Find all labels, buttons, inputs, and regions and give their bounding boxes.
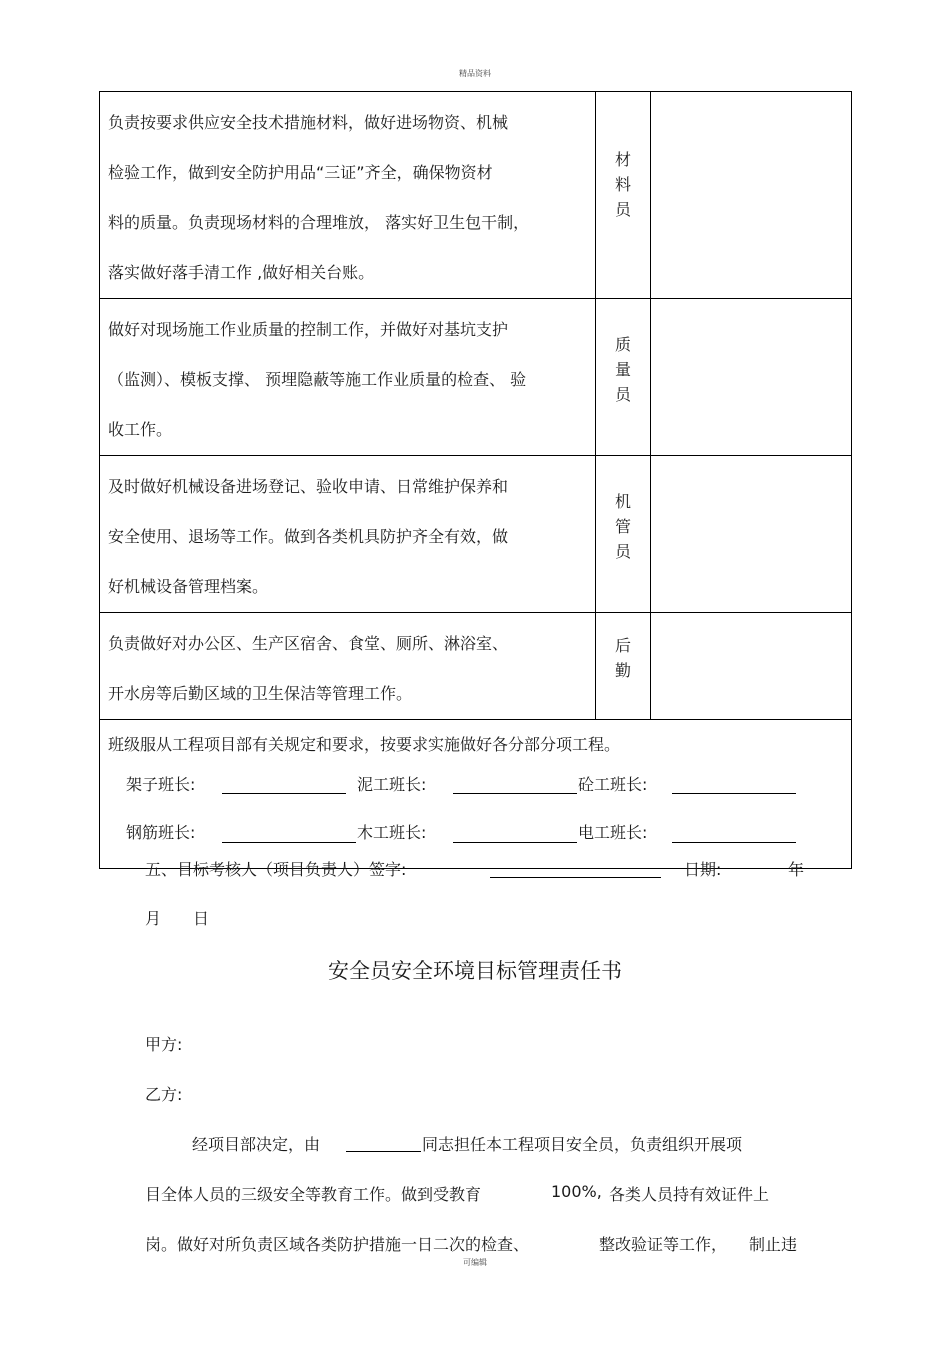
role-char: 后 <box>614 636 631 655</box>
duty-line: 负责按要求供应安全技术措施材料，做好进场物资、机械 <box>108 113 509 132</box>
signature-cell[interactable] <box>651 613 852 720</box>
party-b-label: 乙方: <box>145 1085 183 1104</box>
role-char: 管 <box>614 517 631 536</box>
role-char: 员 <box>614 542 631 561</box>
body-text: 100%, <box>551 1182 602 1201</box>
role-cell <box>596 299 651 456</box>
signoff-date-label: 日期: <box>684 860 722 879</box>
table-row <box>100 299 852 456</box>
role-char: 料 <box>614 175 631 194</box>
body-text: 岗。做好对所负责区域各类防护措施一日二次的检查、 <box>145 1235 530 1254</box>
leader-signature-line[interactable] <box>222 793 346 794</box>
role-cell <box>596 613 651 720</box>
duty-cell <box>100 92 596 299</box>
role-char: 机 <box>614 492 631 511</box>
body-text: 制止违 <box>749 1235 798 1254</box>
duty-line: 及时做好机械设备进场登记、验收申请、日常维护保养和 <box>108 477 509 496</box>
duty-cell <box>100 456 596 613</box>
role-char: 勤 <box>614 661 631 680</box>
leader-label: 木工班长: <box>357 823 427 842</box>
team-intro: 班级服从工程项目部有关规定和要求，按要求实施做好各分部分项工程。 <box>108 735 621 754</box>
role-char: 材 <box>614 150 631 169</box>
duty-line: 料的质量。负责现场材料的合理堆放， 落实好卫生包干制， <box>108 213 530 232</box>
leader-signature-line[interactable] <box>222 842 356 843</box>
duty-line: 负责做好对办公区、生产区宿舍、食堂、厕所、淋浴室、 <box>108 634 509 653</box>
responsibility-table <box>99 91 852 869</box>
team-leaders <box>100 755 851 855</box>
header-note: 精品资料 <box>459 69 491 78</box>
leader-label: 电工班长: <box>578 823 648 842</box>
table-row <box>100 456 852 613</box>
leader-signature-line[interactable] <box>672 793 796 794</box>
leader-signature-line[interactable] <box>672 842 796 843</box>
duty-cell <box>100 613 596 720</box>
signature-cell[interactable] <box>651 456 852 613</box>
duty-line: 好机械设备管理档案。 <box>108 577 269 596</box>
body-text: 目全体人员的三级安全等教育工作。做到受教育 <box>145 1185 482 1204</box>
duty-line: （监测）、模板支撑、 预埋隐蔽等施工作业质量的检查、 验 <box>108 370 527 389</box>
table-row <box>100 92 852 299</box>
duty-line: 检验工作，做到安全防护用品“三证”齐全，确保物资材 <box>108 163 493 182</box>
signoff-month: 月 <box>145 909 162 928</box>
team-cell <box>100 720 852 869</box>
body-text: 各类人员持有效证件上 <box>609 1185 770 1204</box>
signoff-day: 日 <box>193 909 210 928</box>
document-title: 安全员安全环境目标管理责任书 <box>328 959 622 983</box>
leader-label: 钢筋班长: <box>126 823 196 842</box>
party-a-label: 甲方: <box>145 1035 183 1054</box>
role-char: 员 <box>614 385 631 404</box>
leader-signature-line[interactable] <box>453 842 577 843</box>
role-cell <box>596 456 651 613</box>
table-row <box>100 613 852 720</box>
signature-cell[interactable] <box>651 92 852 299</box>
signoff-label: 五、目标考核人（项目负责人）签字: <box>145 860 407 879</box>
duty-line: 落实做好落手清工作 ,做好相关台账。 <box>108 263 375 282</box>
leader-label: 泥工班长: <box>357 775 427 794</box>
signoff-year: 年 <box>788 860 805 879</box>
leader-signature-line[interactable] <box>453 793 577 794</box>
body-text: 整改验证等工作， <box>599 1235 728 1254</box>
leader-label: 砼工班长: <box>578 775 648 794</box>
body-text: 同志担任本工程项目安全员，负责组织开展项 <box>422 1135 743 1154</box>
duty-line: 开水房等后勤区域的卫生保洁等管理工作。 <box>108 684 413 703</box>
signoff-signature-line[interactable] <box>490 877 661 878</box>
table-row <box>100 720 852 869</box>
role-char: 员 <box>614 200 631 219</box>
footer-note: 可编辑 <box>463 1258 487 1267</box>
duty-line: 安全使用、退场等工作。做到各类机具防护齐全有效，做 <box>108 527 509 546</box>
duty-line: 做好对现场施工作业质量的控制工作，并做好对基坑支护 <box>108 320 509 339</box>
role-cell <box>596 92 651 299</box>
duty-line: 收工作。 <box>108 420 173 439</box>
appointee-name-line[interactable] <box>346 1151 421 1152</box>
role-char: 质 <box>614 335 631 354</box>
signature-cell[interactable] <box>651 299 852 456</box>
body-text: 经项目部决定，由 <box>192 1135 321 1154</box>
role-char: 量 <box>614 360 631 379</box>
leader-label: 架子班长: <box>126 775 196 794</box>
duty-cell <box>100 299 596 456</box>
